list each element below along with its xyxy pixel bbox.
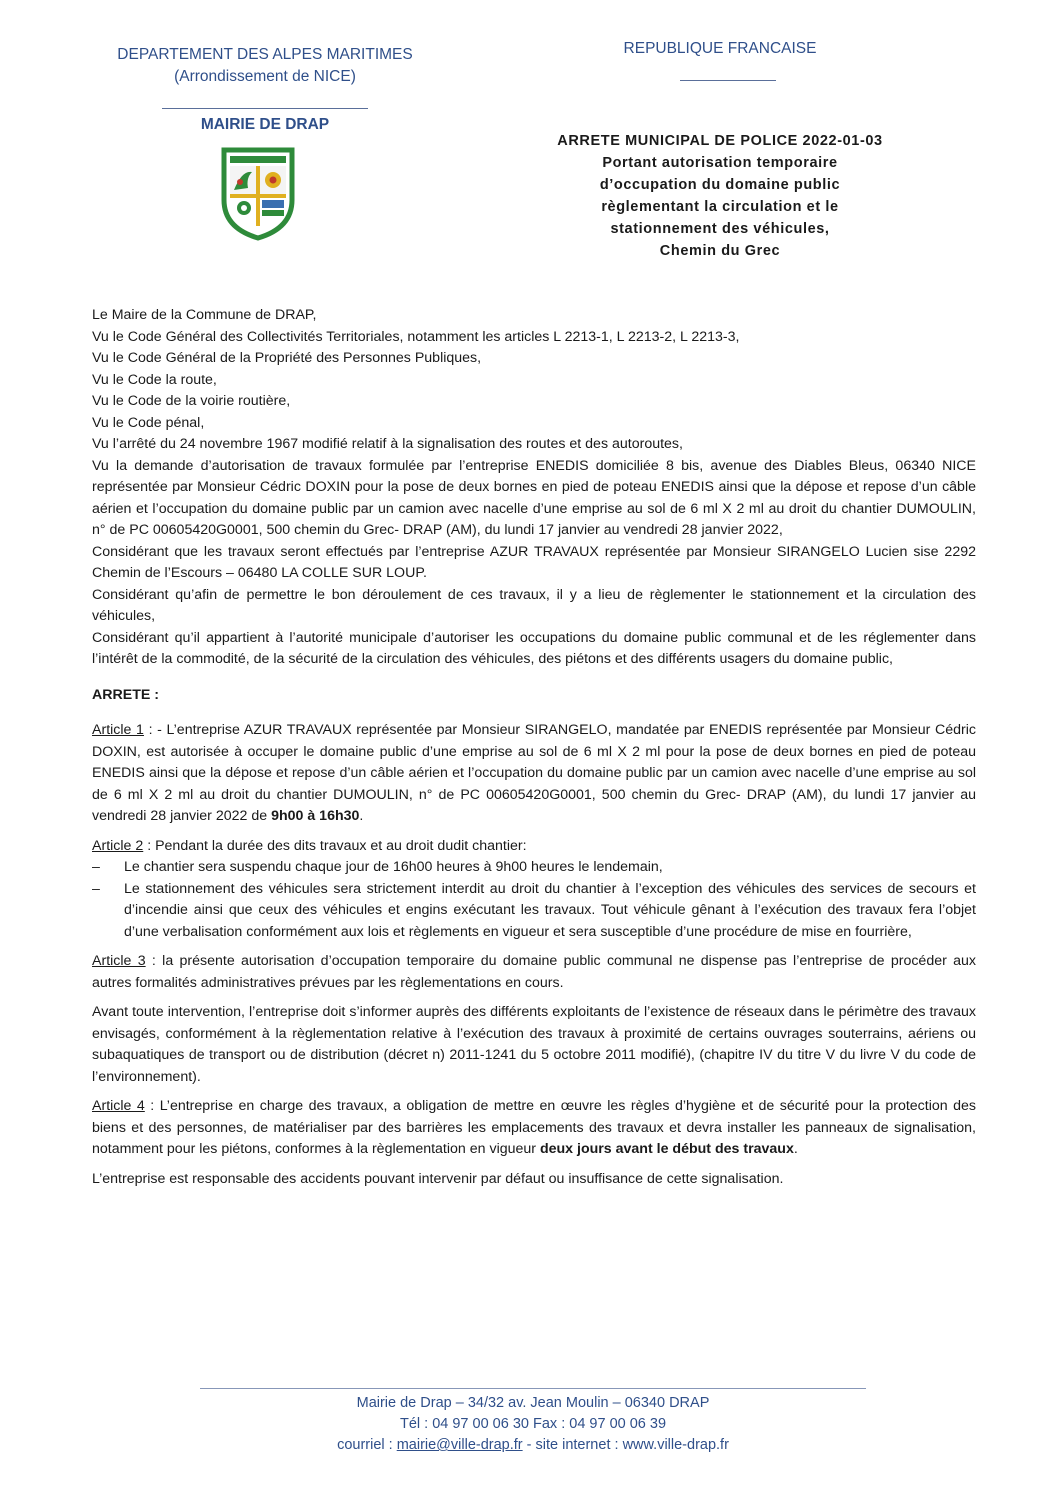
article-4-paragraph: L’entreprise est responsable des accidents pouvant intervenir par défaut ou insuffisance de cette signalisation. — [92, 1170, 784, 1187]
title-location: Chemin du Grec — [659, 243, 781, 259]
preamble-considerant: Considérant qu’il appartient à l’autorité municipale d’autoriser les occupations du domaine public communal et de les réglementer dans l’intérêt de la commodité, de la sécurité de la circulation des véhicules, des piétons et des différents usagers du domaine public, — [92, 629, 976, 667]
arrondissement-name: (Arrondissement de NICE) — [174, 68, 356, 85]
article-end: . — [793, 1141, 798, 1157]
footer-address: Mairie de Drap – 34/32 av. Jean Moulin – 06340 DRAP — [356, 1395, 710, 1411]
arrete-title-block — [470, 130, 970, 262]
article-end: . — [359, 808, 364, 824]
arrete-number: ARRETE MUNICIPAL DE POLICE 2022-01-03 — [557, 133, 883, 149]
title-line: d’occupation du domaine public — [599, 177, 841, 193]
footer — [200, 1393, 866, 1456]
header-left — [100, 44, 430, 88]
article-text: : Pendant la durée des dits travaux et au droit dudit chantier: — [143, 837, 527, 854]
coat-of-arms-icon — [218, 142, 298, 242]
article-label: Article 3 — [92, 953, 146, 969]
preamble-vu: Vu le Code Général de la Propriété des Personnes Publiques, — [92, 350, 482, 366]
list-item-text: Le stationnement des véhicules sera strictement interdit au droit du chantier à l’exception des véhicules des services de secours et d’incendie ainsi que ceux des véhicules et engins exécutant les travaux. Tout véhicule gênant à l’exécution des travaux fera l’objet d’une verbalisation conformément aux lois et règlements en vigueur et sera susceptible d’une procédure de mise en fourrière, — [124, 880, 976, 940]
article-text: : L’entreprise en charge des travaux, a obligation de mettre en œuvre les règles d’hygiène et de sécurité pour la protection des biens et des personnes, de matérialiser par des barrières les emplacements des travaux et devra installer les panneaux de signalisation, notamment pour les piétons, conformes à la règlementation en vigueur — [92, 1098, 977, 1157]
article-label: Article 4 — [92, 1098, 145, 1114]
footer-contact — [200, 1435, 866, 1456]
preamble-vu: Vu le Code Général des Collectivités Territoriales, notamment les articles L 2213-1, L 2213-2, L 2213-3, — [92, 328, 740, 345]
article-4 — [92, 1096, 976, 1161]
preamble-considerant: Considérant qu’afin de permettre le bon déroulement de ces travaux, il y a lieu de règlementer le stationnement et la circulation des véhicules, — [92, 586, 976, 624]
list-item — [92, 879, 976, 944]
title-line: règlementant la circulation et le — [601, 199, 839, 215]
document-body — [92, 305, 976, 1190]
article-2 — [92, 836, 976, 858]
preamble-vu: Vu le Code pénal, — [92, 414, 205, 431]
footer-phone: Tél : 04 97 00 06 30 Fax : 04 97 00 06 39 — [399, 1416, 667, 1432]
preamble-vu: Vu le Code de la voirie routière, — [92, 393, 291, 409]
website-link[interactable]: www.ville-drap.fr — [622, 1437, 729, 1453]
list-item-text: Le chantier sera suspendu chaque jour de 16h00 heures à 9h00 heures le lendemain, — [124, 859, 663, 875]
preamble-vu: Vu la demande d’autorisation de travaux formulée par l’entreprise ENEDIS domiciliée 8 bis, avenue des Diables Bleus, 06340 NICE représentée par Monsieur Cédric DOXIN pour la pose de deux bornes en pied de poteau ENEDIS ainsi que la dépose et repose d’un câble aérien et l’occupation du domaine public par un camion avec nacelle d’une emprise au sol de 6 ml X 2 ml au droit du chantier DUMOULIN, n° de PC 00605420G0001, 500 chemin du Grec- DRAP (AM), du lundi 17 janvier au vendredi 28 janvier 2022, — [92, 457, 976, 538]
preamble-vu: Vu le Code la route, — [92, 371, 217, 388]
arrete-heading: ARRETE : — [92, 686, 159, 703]
preamble-considerant: Considérant que les travaux seront effectués par l’entreprise AZUR TRAVAUX représentée par Monsieur SIRANGELO Lucien sise 2292 Chemin de l’Escours – 06480 LA COLLE SUR LOUP. — [92, 543, 976, 581]
article-text: : - L’entreprise AZUR TRAVAUX représentée par Monsieur SIRANGELO, mandatée par ENEDIS représentée par Monsieur Cédric DOXIN, est autorisée à occuper le domaine public d’une emprise au sol de 6 ml X 2 ml pour la pose de deux bornes en pied de poteau ENEDIS ainsi que la dépose et repose d’un câble aérien et l’occupation du domaine public par un camion avec nacelle d’une emprise au sol de 6 ml X 2 ml au droit du chantier DUMOULIN, n° de PC 00605420G0001, 500 chemin du Grec- DRAP (AM), du lundi 17 janvier au vendredi 28 janvier 2022 de — [92, 722, 976, 824]
mairie-name: MAIRIE DE DRAP — [200, 116, 330, 133]
title-line: stationnement des véhicules, — [610, 221, 830, 237]
title-line: Portant autorisation temporaire — [602, 155, 838, 171]
bullet-dash: – — [92, 859, 100, 875]
republique-label: REPUBLIQUE FRANCAISE — [623, 40, 817, 57]
header-right-divider — [680, 80, 776, 81]
header-left-divider — [162, 108, 368, 109]
article-1 — [92, 720, 976, 828]
preamble-maire: Le Maire de la Commune de DRAP, — [92, 307, 317, 323]
department-name: DEPARTEMENT DES ALPES MARITIMES — [117, 46, 413, 63]
footer-divider — [200, 1388, 866, 1389]
article-hours: 9h00 à 16h30 — [271, 808, 360, 824]
article-bold-text: deux jours avant le début des travaux — [539, 1141, 794, 1157]
article-3-paragraph: Avant toute intervention, l’entreprise doit s’informer auprès des différents exploitants de l’existence de réseaux dans le périmètre des travaux envisagés, conformément à la règlementation relative à l’exécution des travaux à proximité de certains ouvrages souterrains, aériens ou subaquatiques de transport ou de distribution (décret n) 2011-1241 du 5 octobre 2011 modifié), (chapitre IV du titre V du livre V du code de l’environnement). — [92, 1004, 976, 1085]
email-link[interactable]: mairie@ville-drap.fr — [396, 1437, 523, 1453]
courriel-label: courriel : — [337, 1437, 397, 1453]
article-label: Article 1 — [92, 722, 144, 738]
article-3 — [92, 951, 976, 994]
preamble-vu: Vu l’arrêté du 24 novembre 1967 modifié relatif à la signalisation des routes et des autoroutes, — [92, 436, 683, 452]
site-label: - site internet : — [522, 1437, 623, 1453]
bullet-dash: – — [92, 880, 100, 897]
article-label: Article 2 — [92, 837, 144, 854]
list-item — [92, 857, 976, 879]
article-text: : la présente autorisation d’occupation temporaire du domaine public communal ne dispense pas l’entreprise de procéder aux autres formalités administratives prévues par les règlementations en cours. — [92, 953, 977, 991]
